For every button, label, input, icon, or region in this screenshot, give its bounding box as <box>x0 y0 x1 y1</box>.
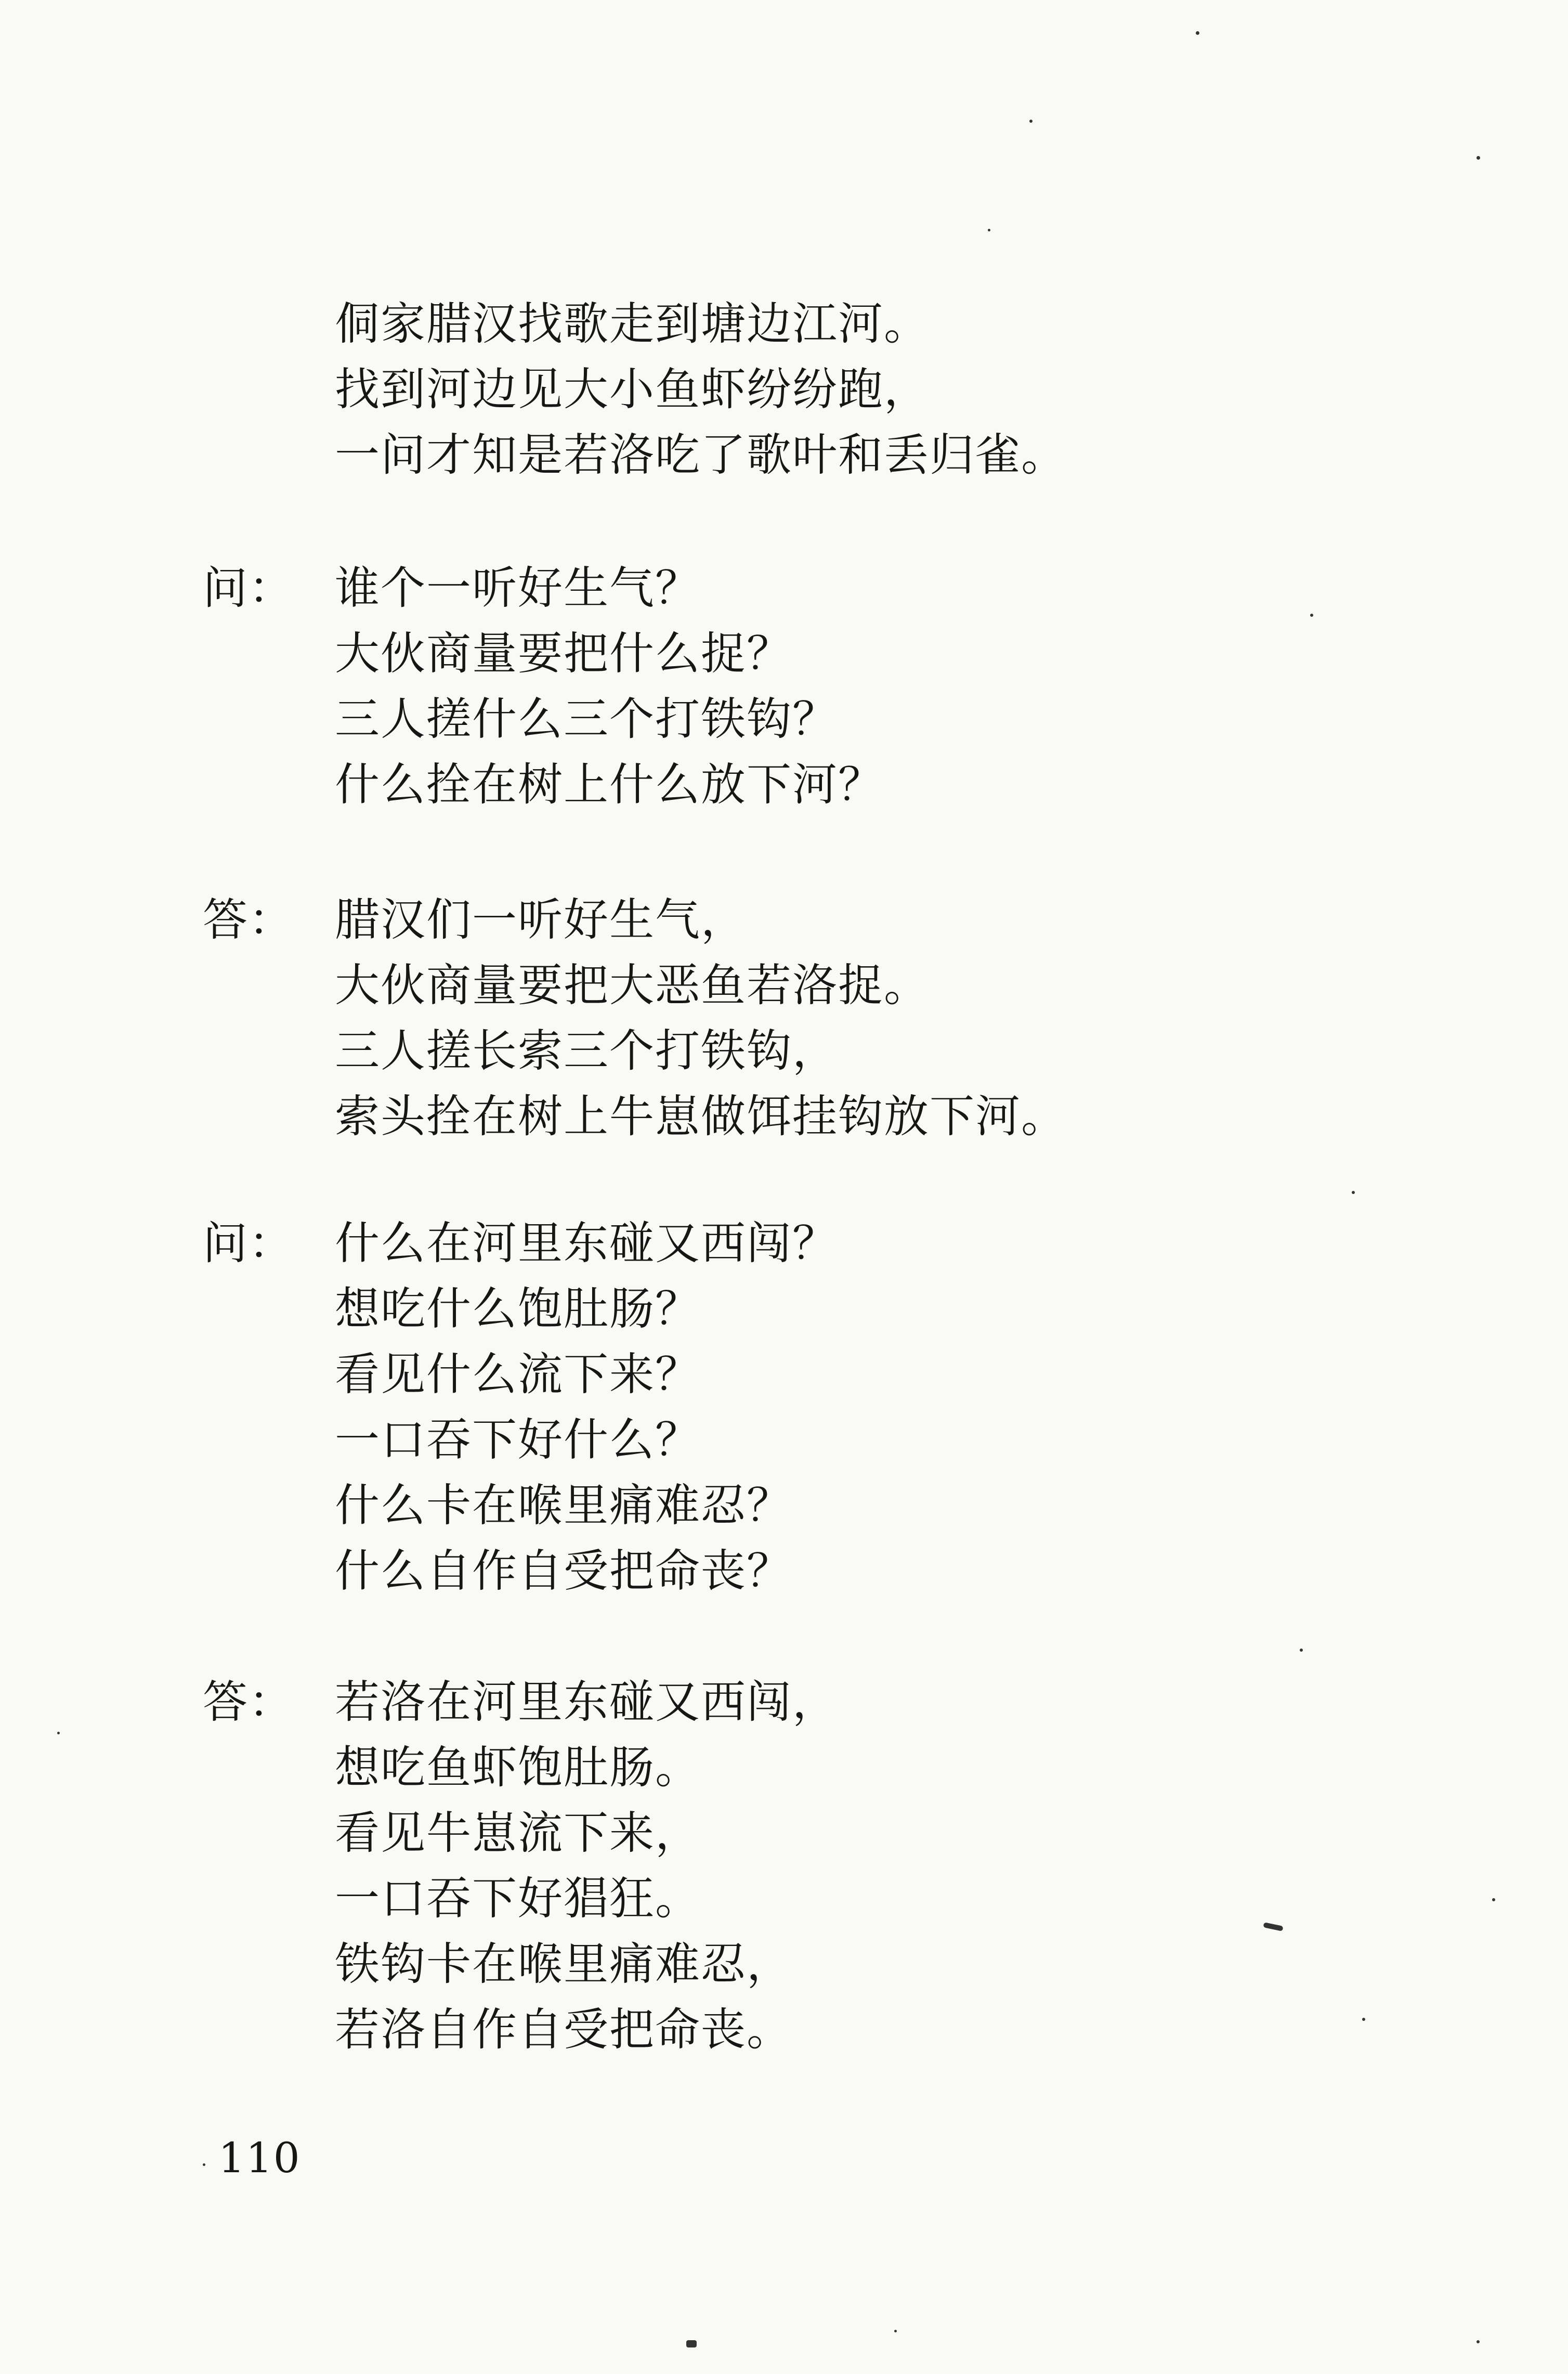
speaker-label: 答： <box>203 1676 294 1728</box>
verse-line <box>270 1276 1414 1342</box>
scan-speck <box>1029 120 1033 123</box>
verse-text: 谁个一听好生气？ <box>335 562 701 614</box>
scan-speck <box>1362 2018 1365 2021</box>
verse-line <box>270 1735 1414 1800</box>
verse-line <box>270 1407 1414 1473</box>
verse-text: 什么在河里东碰又西闯？ <box>335 1217 838 1269</box>
verse-line <box>270 953 1414 1018</box>
scan-speck <box>1300 1649 1303 1652</box>
verse-line <box>270 1800 1414 1866</box>
verse-text: 什么拴在树上什么放下河？ <box>335 759 884 811</box>
verse-line <box>270 686 1414 752</box>
verse-text: 若洛自作自受把命丧。 <box>335 2004 792 2056</box>
verse-line <box>270 621 1414 686</box>
verse-line <box>270 1084 1414 1149</box>
speaker-label: 答： <box>203 894 294 946</box>
verse-line <box>270 1931 1414 1997</box>
verse-text: 想吃什么饱肚肠？ <box>335 1283 701 1335</box>
verse-text: 什么自作自受把命丧？ <box>335 1545 792 1597</box>
answer-block <box>203 1669 1414 2062</box>
verse-line <box>270 1473 1414 1538</box>
verse-text: 侗家腊汉找歌走到塘边江河。 <box>335 298 930 350</box>
speaker-label: 问： <box>203 1217 294 1269</box>
scan-speck <box>988 229 990 231</box>
verse-text: 看见牛崽流下来， <box>335 1807 701 1859</box>
verse-line <box>270 1997 1414 2062</box>
speaker-label: 问： <box>203 562 294 614</box>
scan-speck <box>57 1732 60 1734</box>
verse-block <box>270 291 1414 488</box>
question-block <box>203 1211 1414 1604</box>
verse-text: 大伙商量要把大恶鱼若洛捉。 <box>335 959 930 1011</box>
verse-text: 一口吞下好什么？ <box>335 1414 701 1466</box>
verse-line <box>203 887 1414 953</box>
verse-line <box>203 555 1414 621</box>
verse-text: 若洛在河里东碰又西闯， <box>335 1676 838 1728</box>
verse-text: 腊汉们一听好生气， <box>335 894 747 946</box>
verse-text: 索头拴在树上牛崽做饵挂钩放下河。 <box>335 1091 1067 1143</box>
verse-text: 看见什么流下来？ <box>335 1348 701 1400</box>
question-block <box>203 555 1414 818</box>
verse-line <box>203 1211 1414 1276</box>
scan-speck <box>894 2330 897 2332</box>
scan-speck <box>203 2163 205 2166</box>
verse-line <box>270 422 1414 488</box>
scan-speck <box>1476 2340 1480 2343</box>
verse-line <box>270 1018 1414 1084</box>
verse-line <box>270 752 1414 818</box>
verse-text: 什么卡在喉里痛难忍？ <box>335 1480 792 1532</box>
verse-line <box>270 1866 1414 1931</box>
verse-line <box>270 357 1414 422</box>
verse-line <box>203 1669 1414 1735</box>
verse-text: 找到河边见大小鱼虾纷纷跑， <box>335 364 930 416</box>
verse-text: 想吃鱼虾饱肚肠。 <box>335 1742 701 1794</box>
page-number: 110 <box>218 2134 301 2182</box>
scan-speck <box>686 2340 697 2347</box>
verse-line <box>270 1342 1414 1407</box>
scan-speck <box>1310 614 1313 617</box>
verse-text: 三人搓长索三个打铁钩， <box>335 1025 838 1077</box>
verse-text: 大伙商量要把什么捉？ <box>335 628 792 680</box>
verse-text: 一问才知是若洛吃了歌叶和丢归雀。 <box>335 429 1067 481</box>
scan-speck <box>1352 1191 1355 1194</box>
verse-text: 铁钩卡在喉里痛难忍， <box>335 1938 792 1990</box>
verse-text: 一口吞下好猖狂。 <box>335 1873 701 1925</box>
verse-line <box>270 291 1414 357</box>
answer-block <box>203 887 1414 1149</box>
verse-text: 三人搓什么三个打铁钩？ <box>335 693 838 745</box>
scan-speck <box>1196 31 1199 35</box>
verse-line <box>270 1538 1414 1604</box>
scan-speck <box>1492 1898 1495 1901</box>
scan-speck <box>1476 156 1480 160</box>
